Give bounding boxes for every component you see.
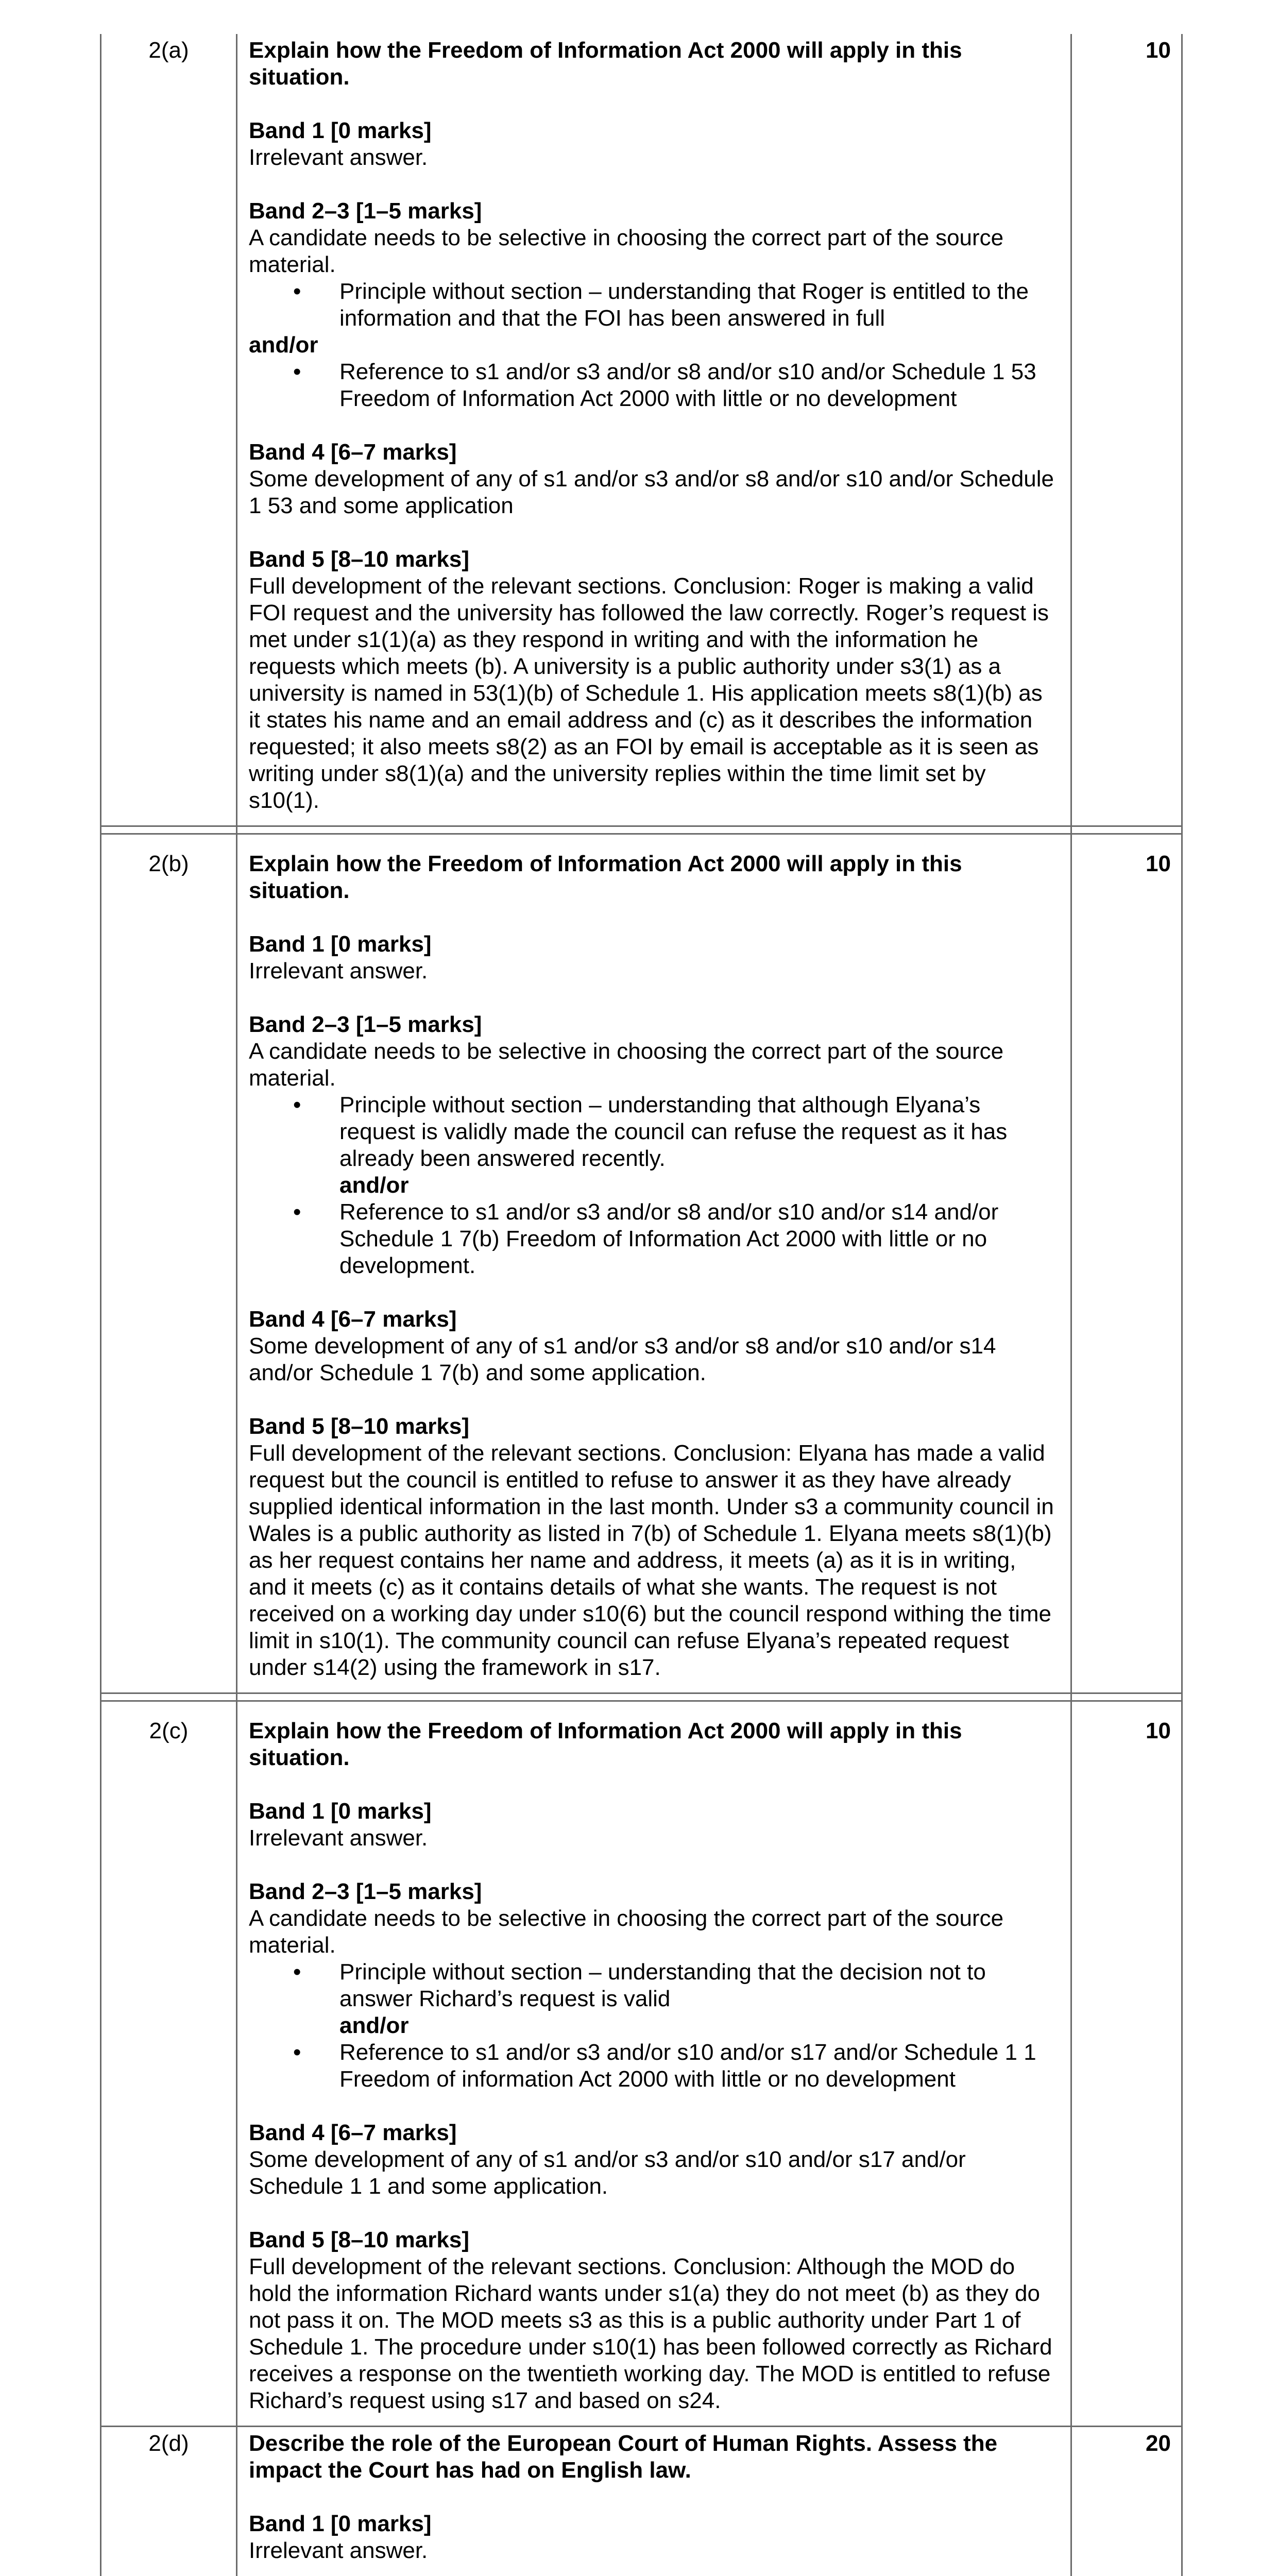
band-title: Band 5 [8–10 marks] bbox=[249, 1414, 469, 1439]
bullet-icon: • bbox=[293, 2040, 301, 2065]
point-text: Reference to s1 and/or s3 and/or s10 and/or s17 and/or Schedule 1 1 Freedom of information Act 2000 with little or no development bbox=[339, 2040, 1036, 2092]
band-text: A candidate needs to be selective in choosing the correct part of the source material. bbox=[249, 225, 1004, 277]
point-text: Principle without section – understanding that although Elyana’s request is validly made the council can refuse the request as it has already been answered recently. bbox=[339, 1092, 1008, 1171]
question-text: Explain how the Freedom of Information Act 2000 will apply in this situation. bbox=[249, 1718, 962, 1770]
mark-scheme-content bbox=[237, 827, 1072, 1692]
band-2-3 bbox=[249, 1878, 1056, 2093]
band-points bbox=[249, 1092, 1056, 1172]
bullet-icon: • bbox=[293, 1959, 301, 1985]
table-row-2a bbox=[100, 34, 1183, 825]
band-4 bbox=[249, 439, 1056, 519]
band-title: Band 2–3 [1–5 marks] bbox=[249, 198, 482, 224]
mark-scheme-table bbox=[100, 34, 1183, 2576]
question-text: Explain how the Freedom of Information Act 2000 will apply in this situation. bbox=[249, 851, 962, 903]
band-2-3 bbox=[249, 198, 1056, 412]
mark-scheme-content bbox=[237, 1694, 1072, 2426]
band-1 bbox=[249, 2511, 1056, 2564]
question-number: 2(a) bbox=[101, 34, 237, 825]
bullet-icon: • bbox=[293, 1092, 301, 1117]
connector-text: and/or bbox=[339, 2013, 409, 2038]
band-4 bbox=[249, 1306, 1056, 1386]
point-text: Principle without section – understanding that the decision not to answer Richard’s request is valid bbox=[339, 1959, 986, 2011]
mark-scheme-content bbox=[237, 2427, 1072, 2576]
question-text: Explain how the Freedom of Information Act 2000 will apply in this situation. bbox=[249, 38, 962, 90]
marks-value: 10 bbox=[1146, 38, 1171, 63]
band-title: Band 4 [6–7 marks] bbox=[249, 1307, 457, 1332]
band-1 bbox=[249, 931, 1056, 985]
marks-value: 10 bbox=[1146, 851, 1171, 876]
marks-value: 20 bbox=[1146, 2431, 1171, 2456]
band-text: Irrelevant answer. bbox=[249, 958, 428, 984]
band-points bbox=[249, 278, 1056, 332]
list-item bbox=[293, 1199, 1056, 1279]
band-points bbox=[249, 1199, 1056, 1279]
band-points bbox=[249, 2039, 1056, 2093]
band-5 bbox=[249, 1413, 1056, 1681]
band-title: Band 1 [0 marks] bbox=[249, 931, 432, 957]
band-title: Band 5 [8–10 marks] bbox=[249, 2227, 469, 2252]
band-5 bbox=[249, 546, 1056, 814]
list-item bbox=[293, 1092, 1056, 1172]
band-points bbox=[249, 359, 1056, 412]
band-title: Band 1 [0 marks] bbox=[249, 118, 432, 143]
question-number: 2(d) bbox=[101, 2427, 237, 2576]
band-text: Irrelevant answer. bbox=[249, 2538, 428, 2563]
table-row-2b bbox=[100, 825, 1183, 1692]
band-5 bbox=[249, 2227, 1056, 2414]
band-title: Band 2–3 [1–5 marks] bbox=[249, 1012, 482, 1037]
band-title: Band 1 [0 marks] bbox=[249, 1799, 432, 1824]
bullet-icon: • bbox=[293, 359, 301, 384]
band-text: Some development of any of s1 and/or s3 and/or s8 and/or s10 and/or Schedule 1 53 and some application bbox=[249, 466, 1054, 518]
band-title: Band 1 [0 marks] bbox=[249, 2511, 432, 2536]
band-4 bbox=[249, 2120, 1056, 2200]
point-text: Reference to s1 and/or s3 and/or s8 and/or s10 and/or s14 and/or Schedule 1 7(b) Freedom of Information Act 2000 with little or no development. bbox=[339, 1199, 999, 1278]
band-title: Band 5 [8–10 marks] bbox=[249, 547, 469, 572]
band-title: Band 4 [6–7 marks] bbox=[249, 439, 457, 465]
marks-value: 10 bbox=[1146, 1718, 1171, 1743]
list-item bbox=[293, 359, 1056, 412]
connector-text: and/or bbox=[339, 1173, 409, 1198]
band-1 bbox=[249, 1798, 1056, 1852]
connector-text: and/or bbox=[249, 332, 318, 358]
band-title: Band 2–3 [1–5 marks] bbox=[249, 1879, 482, 1904]
point-text: Reference to s1 and/or s3 and/or s8 and/or s10 and/or Schedule 1 53 Freedom of Information Act 2000 with little or no development bbox=[339, 359, 1036, 411]
question-text: Describe the role of the European Court of Human Rights. Assess the impact the Court has had on English law. bbox=[249, 2431, 998, 2483]
table-row-2c bbox=[100, 1692, 1183, 2426]
band-text: Some development of any of s1 and/or s3 and/or s10 and/or s17 and/or Schedule 1 1 and some application. bbox=[249, 2147, 966, 2199]
list-item bbox=[293, 278, 1056, 332]
band-2-3 bbox=[249, 1011, 1056, 1279]
band-text: Full development of the relevant sections. Conclusion: Although the MOD do hold the information Richard wants under s1(a) they do not meet (b) as they do not pass it on. The MOD meets s3 as this is a public authority under Part 1 of Schedule 1. The procedure under s10(1) has been followed correctly as Richard receives a response on the twentieth working day. The MOD is entitled to refuse Richard’s request using s17 and based on s24. bbox=[249, 2254, 1052, 2413]
band-text: Irrelevant answer. bbox=[249, 145, 428, 170]
band-points bbox=[249, 1959, 1056, 2012]
mark-scheme-content bbox=[237, 34, 1072, 825]
band-text: A candidate needs to be selective in choosing the correct part of the source material. bbox=[249, 1906, 1004, 1958]
band-1 bbox=[249, 117, 1056, 171]
point-text: Principle without section – understanding that Roger is entitled to the information and that the FOI has been answered in full bbox=[339, 279, 1029, 331]
bullet-icon: • bbox=[293, 279, 301, 304]
question-number: 2(c) bbox=[101, 1694, 237, 2426]
band-title: Band 4 [6–7 marks] bbox=[249, 2120, 457, 2145]
band-text: Full development of the relevant sections. Conclusion: Elyana has made a valid request but the council is entitled to refuse to answer it as they have already supplied identical information in the last month. Under s3 a community council in Wales is a public authority as listed in 7(b) of Schedule 1. Elyana meets s8(1)(b) as her request contains her name and address, it meets (a) as it is in writing, and it meets (c) as it contains details of what she wants. The request is not received on a working day under s10(6) but the council respond withing the time limit in s10(1). The community council can refuse Elyana’s repeated request under s14(2) using the framework in s17. bbox=[249, 1440, 1054, 1680]
band-text: Irrelevant answer. bbox=[249, 1825, 428, 1851]
table-row-2d bbox=[100, 2426, 1183, 2576]
band-text: Full development of the relevant sections. Conclusion: Roger is making a valid FOI request and the university has followed the law correctly. Roger’s request is met under s1(1)(a) as they respond in writing and with the information he requests which meets (b). A university is a public authority under s3(1) as a university is named in 53(1)(b) of Schedule 1. His application meets s8(1)(b) as it states his name and an email address and (c) as it describes the information requested; it also meets s8(2) as an FOI by email is acceptable as it is seen as writing under s8(1)(a) and the university replies within the time limit set by s10(1). bbox=[249, 573, 1049, 813]
bullet-icon: • bbox=[293, 1199, 301, 1225]
list-item bbox=[293, 1959, 1056, 2012]
question-number: 2(b) bbox=[101, 827, 237, 1692]
list-item bbox=[293, 2039, 1056, 2093]
band-text: A candidate needs to be selective in choosing the correct part of the source material. bbox=[249, 1039, 1004, 1091]
band-text: Some development of any of s1 and/or s3 and/or s8 and/or s10 and/or s14 and/or Schedule 1 7(b) and some application. bbox=[249, 1333, 996, 1385]
